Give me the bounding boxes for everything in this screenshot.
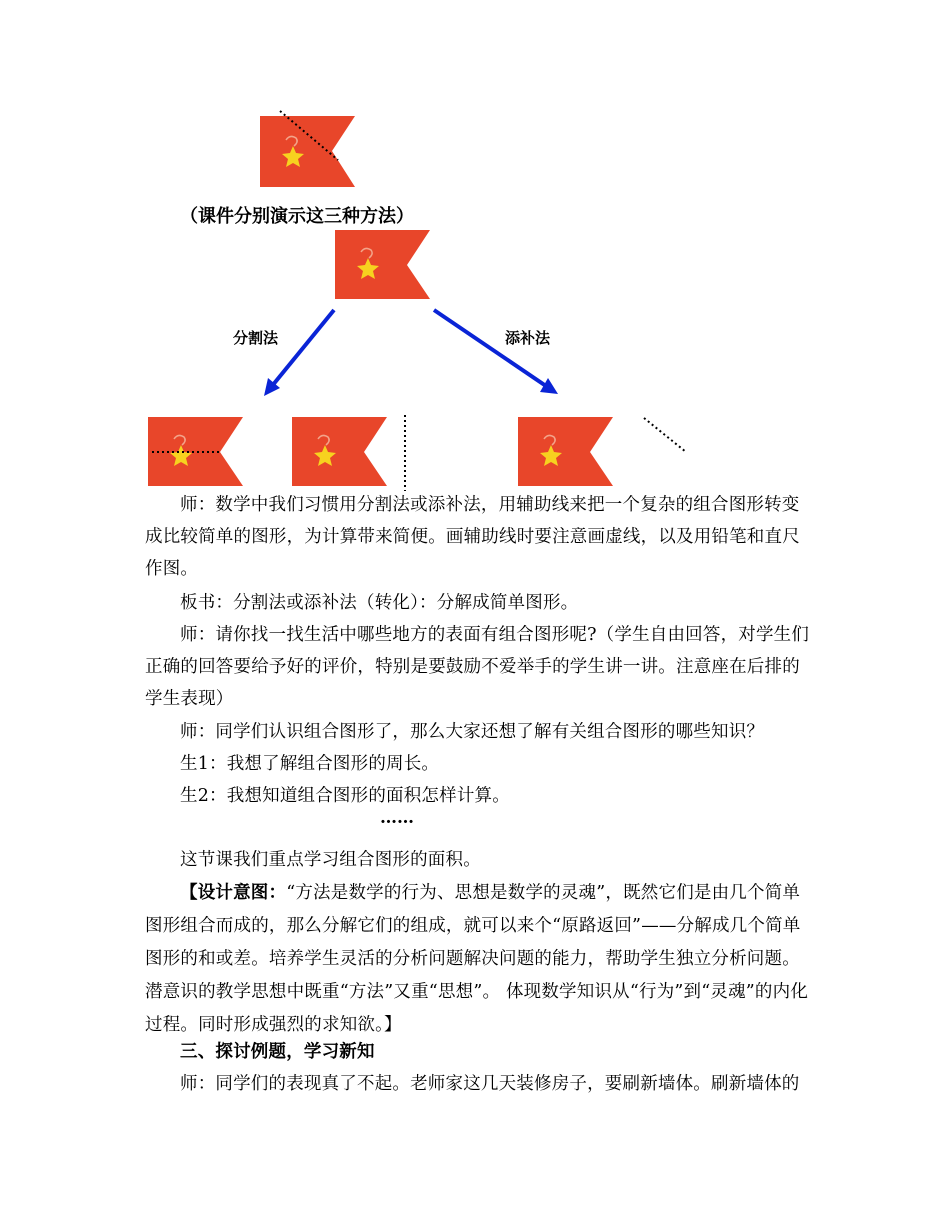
flag-fill — [518, 412, 693, 492]
flag-middle — [335, 228, 435, 303]
paragraph-teacher-example: 师：同学们的表现真了不起。老师家这几天装修房子，要刷新墙体。刷新墙体的 — [180, 1074, 800, 1094]
paragraph-question: 师：请你找一找生活中哪些地方的表面有组合图形呢?（学生自由回答，对学生们正确的回答要给予好的评价，特别是要鼓励不爱举手的学生讲一讲。注意座在后排的学生表现） — [145, 625, 810, 709]
paragraph-board: 板书：分割法或添补法（转化）：分解成简单图形。 — [180, 593, 579, 613]
ellipsis: …… — [380, 808, 414, 828]
paragraph-teacher-intro: 师：数学中我们习惯用分割法或添补法，用辅助线来把一个复杂的组合图形转变成比较简单的图形，为计算带来简便。画辅助线时要注意画虚线，以及用铅笔和直尺作图。 — [145, 495, 800, 579]
flag-split-vertical — [292, 415, 422, 495]
label-fill-method: 添补法 — [505, 329, 551, 347]
section-title: 三、探讨例题，学习新知 — [180, 1042, 375, 1062]
paragraph-student-2: 生2：我想知道组合图形的面积怎样计算。 — [180, 786, 510, 806]
paragraph-teacher-ask: 师：同学们认识组合图形了，那么大家还想了解有关组合图形的哪些知识？ — [180, 722, 765, 742]
label-split-method: 分割法 — [233, 329, 279, 347]
paragraph-student-1: 生1：我想了解组合图形的周长。 — [180, 754, 440, 774]
design-intent-lead: 【设计意图： — [180, 883, 287, 903]
paragraph-focus: 这节课我们重点学习组合图形的面积。 — [180, 850, 481, 870]
flag-top — [260, 110, 360, 190]
flag-split-horizontal — [148, 415, 248, 490]
paragraph-design-intent — [145, 877, 810, 1042]
design-intent-body: “方法是数学的行为、思想是数学的灵魂”，既然它们是由几个简单图形组合而成的，那么分解它们的组成，就可以来个“原路返回”——分解成几个简单图形的和或差。培养学生灵活的分析问题解决问题的能力，帮助学生独立分析问题。潜意识的教学思想中既重“方法”又重“思想”。 体现数学知识从“行为”到“灵魂”的内化过程。同时形成强烈的求知欲。】 — [145, 883, 809, 1035]
figure-caption: （课件分别演示这三种方法） — [180, 206, 414, 227]
method-arrows — [250, 300, 570, 400]
